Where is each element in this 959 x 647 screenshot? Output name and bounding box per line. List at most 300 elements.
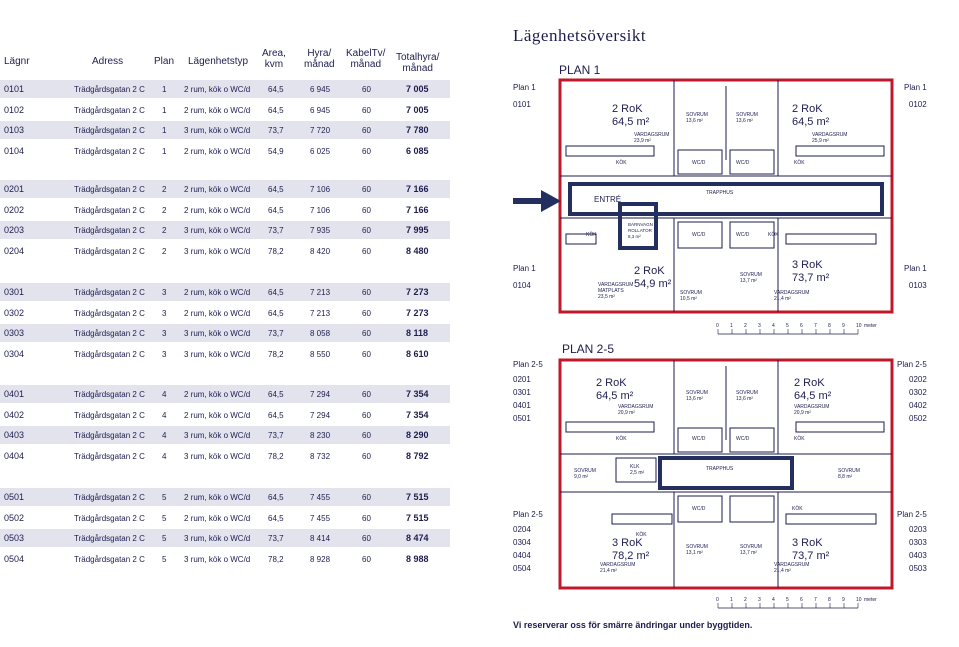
rent-table (0, 0, 450, 647)
disclaimer-footer: Vi reserverar oss för smärre ändringar under byggtiden. (513, 620, 753, 630)
table-header (0, 44, 450, 76)
plan25-wc3: WC/D (692, 506, 706, 512)
table-cell: 7 720 (310, 126, 331, 135)
header-adress: Adress (92, 56, 124, 67)
table-cell: 0504 (4, 553, 25, 564)
table-cell: Trädgårdsgatan 2 C (74, 493, 145, 502)
plan1-floorplan (556, 76, 896, 316)
table-cell: 60 (362, 246, 371, 256)
table-cell: 3 (162, 329, 167, 338)
table-cell: 60 (362, 451, 371, 461)
table-cell: 2 rum, kök o WC/d (184, 85, 251, 94)
table-cell: 8 928 (310, 554, 331, 564)
table-row (0, 180, 450, 198)
table-cell: 2 (162, 246, 167, 256)
scale-tick-label: 5 (786, 323, 789, 329)
header-area: Area, kvm (262, 48, 286, 70)
table-cell: 3 rum, kök o WC/d (184, 534, 251, 543)
table-cell: 2 rum, kök o WC/d (184, 493, 251, 502)
plan25-a-v-area: 20,9 m² (618, 410, 635, 416)
table-cell: 0203 (4, 225, 25, 235)
table-cell: 7 515 (406, 492, 429, 502)
plan1-top-right: Plan 1 0102 (904, 83, 927, 109)
table-cell: 8 290 (406, 430, 429, 440)
table-cell: 64,5 (268, 288, 284, 297)
plan1-b-vardagsrum: VARDAGSRUM (812, 132, 848, 138)
table-cell: Trädgårdsgatan 2 C (74, 513, 145, 523)
table-cell: 7 995 (406, 225, 429, 235)
table-cell: 64,5 (268, 513, 284, 523)
table-cell: Trädgårdsgatan 2 C (74, 390, 145, 399)
table-cell: 3 rum, kök o WC/d (184, 226, 251, 235)
scale-tick-label: 9 (842, 323, 845, 329)
scale-tick-label: 7 (814, 323, 817, 329)
table-cell: 64,5 (268, 205, 284, 215)
table-cell: 78,2 (268, 246, 284, 256)
table-cell: 64,5 (268, 185, 284, 194)
plan1-entre: ENTRÉ (594, 195, 622, 204)
table-cell: 60 (362, 85, 371, 94)
table-cell: 8 732 (310, 451, 331, 461)
table-row (0, 221, 450, 239)
table-cell: 78,2 (268, 349, 284, 359)
table-cell: 8 480 (406, 245, 429, 256)
table-cell: 7 106 (310, 185, 331, 194)
plan25-top-left: Plan 2-5 0201 0301 0401 0501 (513, 360, 543, 423)
plan25-d-kok: KÖK (792, 506, 803, 512)
table-cell: 7 166 (406, 184, 429, 194)
table-cell: 64,5 (268, 308, 284, 318)
plan25-c-vardagsrum: VARDAGSRUM (600, 562, 636, 568)
scale-tick-label: 0 (716, 597, 719, 603)
table-cell: 7 294 (310, 410, 331, 420)
table-cell: 0402 (4, 409, 25, 420)
entrance-arrow-icon (513, 188, 563, 214)
table-cell: Trädgårdsgatan 2 C (74, 246, 145, 256)
table-cell: 5 (162, 493, 167, 502)
scale-tick-label: 1 (730, 323, 733, 329)
scale-unit: meter (864, 597, 877, 603)
plan1-scale-bar (710, 320, 890, 336)
plan1-b-area: 64,5 m² (792, 116, 830, 128)
plan1-b-kok: KÖK (794, 160, 805, 166)
plan25-s2-area: 13,6 m² (736, 396, 753, 402)
plan25-b-kok: KÖK (794, 436, 805, 442)
plan25-c-sovrum: SOVRUM (686, 544, 708, 550)
plan25-c-type: 3 RoK (612, 537, 643, 549)
plan25-s4-area: 8,8 m² (838, 474, 853, 480)
table-row (0, 345, 450, 363)
table-cell: 0501 (4, 492, 25, 502)
scale-tick-label: 0 (716, 323, 719, 329)
table-cell: 8 058 (310, 329, 331, 338)
table-cell: 4 (162, 390, 167, 399)
table-cell: 3 (162, 308, 167, 318)
table-cell: 7 455 (310, 493, 331, 502)
plan25-trapphus: TRAPPHUS (706, 466, 734, 472)
plan25-s1: SOVRUM (686, 390, 708, 396)
table-row (0, 101, 450, 119)
table-cell: 8 610 (406, 348, 429, 359)
plan1-s1-area: 13,6 m² (686, 118, 703, 124)
plan25-bottom-left: Plan 2-5 0204 0304 0404 0504 (513, 510, 543, 573)
plan1-d-area: 73,7 m² (792, 272, 830, 284)
table-row (0, 283, 450, 301)
table-cell: Trädgårdsgatan 2 C (74, 126, 145, 135)
plan1-d-sovrum: SOVRUM (740, 272, 762, 278)
plan25-c-s-area: 13,1 m² (686, 550, 703, 556)
scale-tick-label: 10 (856, 323, 862, 329)
scale-tick-label: 2 (744, 323, 747, 329)
table-row (0, 426, 450, 444)
plan25-stairwell-wall (660, 458, 792, 488)
table-cell: 1 (162, 146, 167, 156)
table-cell: 2 rum, kök o WC/d (184, 205, 251, 215)
table-cell: 0104 (4, 145, 25, 156)
table-cell: 4 (162, 410, 167, 420)
plan1-c-v-area: 23,5 m² (598, 294, 615, 300)
plan1-wc3: WC/D (692, 232, 706, 238)
table-cell: 73,7 (268, 431, 284, 440)
table-cell: 64,5 (268, 105, 284, 115)
table-cell: 60 (362, 126, 371, 135)
table-cell: 60 (362, 288, 371, 297)
table-cell: 7 213 (310, 308, 331, 318)
table-cell: 60 (362, 226, 371, 235)
header-total: Totalhyra/ månad (396, 52, 440, 74)
scale-tick-label: 3 (758, 597, 761, 603)
plan1-d-kok: KÖK (768, 232, 779, 238)
scale-tick-label: 4 (772, 323, 775, 329)
plan1-s2: SOVRUM (736, 112, 758, 118)
table-cell: 3 rum, kök o WC/d (184, 431, 251, 440)
table-row (0, 142, 450, 160)
table-cell: 7 294 (310, 390, 331, 399)
plan25-d-sovrum: SOVRUM (740, 544, 762, 550)
table-cell: 64,5 (268, 493, 284, 502)
plan1-s2-area: 13,6 m² (736, 118, 753, 124)
scale-tick-label: 4 (772, 597, 775, 603)
table-cell: Trädgårdsgatan 2 C (74, 349, 145, 359)
plan1-s1: SOVRUM (686, 112, 708, 118)
plan25-s4: SOVRUM (838, 468, 860, 474)
table-cell: 60 (362, 554, 371, 564)
plan1-d-vardagsrum: VARDAGSRUM (774, 290, 810, 296)
table-cell: 7 354 (406, 389, 429, 399)
table-cell: 7 780 (406, 125, 429, 135)
table-cell: Trädgårdsgatan 2 C (74, 554, 145, 564)
plan25-klk-area: 2,5 m² (630, 470, 645, 476)
plan1-trapphus: TRAPPHUS (706, 190, 734, 196)
table-cell: 0304 (4, 348, 25, 359)
table-cell: 8 414 (310, 534, 331, 543)
table-cell: 60 (362, 105, 371, 115)
plan25-klk: KLK (630, 464, 640, 470)
table-cell: 5 (162, 534, 167, 543)
plan25-b-v-area: 20,9 m² (794, 410, 811, 416)
table-cell: 3 (162, 349, 167, 359)
table-cell: 4 (162, 431, 167, 440)
table-cell: 0101 (4, 84, 25, 94)
plan25-a-type: 2 RoK (596, 377, 627, 389)
table-cell: 0204 (4, 245, 25, 256)
scale-tick-label: 1 (730, 597, 733, 603)
table-cell: 2 (162, 226, 167, 235)
table-cell: Trädgårdsgatan 2 C (74, 105, 145, 115)
table-cell: 2 rum, kök o WC/d (184, 308, 251, 318)
table-row (0, 406, 450, 424)
table-row (0, 80, 450, 98)
plan1-d-type: 3 RoK (792, 259, 823, 271)
plan25-d-type: 3 RoK (792, 537, 823, 549)
table-cell: 2 rum, kök o WC/d (184, 146, 251, 156)
plan25-s1-area: 13,6 m² (686, 396, 703, 402)
table-cell: 60 (362, 205, 371, 215)
table-cell: 2 rum, kök o WC/d (184, 288, 251, 297)
table-cell: 7 273 (406, 307, 429, 318)
table-cell: 8 550 (310, 349, 331, 359)
table-cell: 8 118 (406, 328, 429, 338)
table-cell: 0103 (4, 125, 25, 135)
plan25-c-kok: KÖK (636, 532, 647, 538)
table-row (0, 550, 450, 568)
table-cell: 1 (162, 126, 167, 135)
table-cell: 3 (162, 288, 167, 297)
plan1-top-left: Plan 1 0101 (513, 83, 536, 109)
scale-tick-label: 2 (744, 597, 747, 603)
plan1-a-area: 64,5 m² (612, 116, 650, 128)
table-cell: 1 (162, 85, 167, 94)
header-plan: Plan (154, 56, 175, 67)
plan25-scale-bar (710, 594, 890, 610)
plan1-bottom-left: Plan 1 0104 (513, 264, 536, 290)
table-cell: 60 (362, 431, 371, 440)
plan1-wc1: WC/D (692, 160, 706, 166)
table-cell: 78,2 (268, 451, 284, 461)
table-cell: 3 rum, kök o WC/d (184, 329, 251, 338)
table-cell: 3 rum, kök o WC/d (184, 349, 251, 359)
table-cell: 3 rum, kök o WC/d (184, 126, 251, 135)
table-cell: 7 515 (406, 512, 429, 523)
table-cell: 60 (362, 390, 371, 399)
table-cell: 5 (162, 513, 167, 523)
table-row (0, 324, 450, 342)
table-cell: 73,7 (268, 329, 284, 338)
table-cell: 0403 (4, 430, 25, 440)
table-cell: Trädgårdsgatan 2 C (74, 431, 145, 440)
scale-tick-label: 8 (828, 597, 831, 603)
table-cell: 2 rum, kök o WC/d (184, 513, 251, 523)
table-cell: 0202 (4, 204, 25, 215)
page-title: Lägenhetsöversikt (513, 26, 647, 45)
table-cell: 60 (362, 534, 371, 543)
table-cell: 2 rum, kök o WC/d (184, 410, 251, 420)
table-cell: 0502 (4, 512, 25, 523)
table-row (0, 509, 450, 527)
table-cell: 7 106 (310, 205, 331, 215)
table-cell: 6 945 (310, 85, 331, 94)
plan1-a-kok: KÖK (616, 160, 627, 166)
table-row (0, 201, 450, 219)
table-cell: 3 rum, kök o WC/d (184, 451, 251, 461)
table-cell: 78,2 (268, 554, 284, 564)
plan1-c-kok: KÖK (586, 232, 597, 238)
table-cell: Trädgårdsgatan 2 C (74, 308, 145, 318)
plan1-barnvagn: BARNVAGN (628, 222, 653, 227)
table-cell: 0102 (4, 104, 25, 115)
table-cell: 60 (362, 493, 371, 502)
table-cell: 4 (162, 451, 167, 461)
table-cell: 60 (362, 349, 371, 359)
table-cell: 7 166 (406, 204, 429, 215)
scale-tick-label: 8 (828, 323, 831, 329)
table-row (0, 488, 450, 506)
plan1-a-v-area: 23,9 m² (634, 138, 651, 144)
header-lagnr: Lägnr (4, 56, 30, 67)
plan25-a-vardagsrum: VARDAGSRUM (618, 404, 654, 410)
table-cell: 0503 (4, 533, 25, 543)
table-cell: 73,7 (268, 126, 284, 135)
table-cell: 7 005 (406, 104, 429, 115)
plan25-d-v-area: 21,4 m² (774, 568, 791, 574)
table-cell: 7 455 (310, 513, 331, 523)
plan1-c-area: 54,9 m² (634, 278, 672, 290)
table-cell: 60 (362, 513, 371, 523)
table-cell: 2 rum, kök o WC/d (184, 105, 251, 115)
table-cell: 7 354 (406, 409, 429, 420)
table-cell: Trädgårdsgatan 2 C (74, 185, 145, 194)
table-cell: 60 (362, 308, 371, 318)
table-cell: 64,5 (268, 85, 284, 94)
table-cell: 60 (362, 146, 371, 156)
header-typ: Lägenhetstyp (188, 56, 249, 67)
header-hyra: Hyra/ månad (304, 48, 335, 70)
table-cell: 6 945 (310, 105, 331, 115)
table-cell: 64,5 (268, 390, 284, 399)
table-cell: 5 (162, 554, 167, 564)
scale-tick-label: 6 (800, 597, 803, 603)
table-cell: 73,7 (268, 226, 284, 235)
table-cell: 8 988 (406, 553, 429, 564)
plan1-c-type: 2 RoK (634, 265, 665, 277)
plan25-top-right: Plan 2-5 0202 0302 0402 0502 (897, 360, 927, 423)
plan25-wc1: WC/D (692, 436, 706, 442)
plan25-b-vardagsrum: VARDAGSRUM (794, 404, 830, 410)
table-cell: Trädgårdsgatan 2 C (74, 534, 145, 543)
table-cell: 7 005 (406, 84, 429, 94)
table-cell: Trädgårdsgatan 2 C (74, 410, 145, 420)
scale-tick-label: 7 (814, 597, 817, 603)
table-cell: 2 (162, 205, 167, 215)
plan25-s3: SOVRUM (574, 468, 596, 474)
plan25-b-type: 2 RoK (794, 377, 825, 389)
table-cell: 8 474 (406, 533, 429, 543)
table-cell: 0302 (4, 307, 25, 318)
table-cell: 0404 (4, 450, 25, 461)
plan1-a-type: 2 RoK (612, 103, 643, 115)
scale-unit: meter (864, 323, 877, 329)
plan25-floorplan (556, 356, 896, 592)
table-cell: 8 792 (406, 450, 429, 461)
plan1-bottom-right: Plan 1 0103 (904, 264, 927, 290)
table-row (0, 529, 450, 547)
table-cell: Trädgårdsgatan 2 C (74, 288, 145, 297)
table-cell: 2 (162, 185, 167, 194)
table-cell: Trädgårdsgatan 2 C (74, 329, 145, 338)
table-row (0, 447, 450, 465)
header-kabel: KabelTv/ månad (346, 48, 386, 70)
plan25-a-kok: KÖK (616, 436, 627, 442)
table-cell: 60 (362, 329, 371, 338)
plan25-bottom-right: Plan 2-5 0203 0303 0403 0503 (897, 510, 927, 573)
table-cell: 3 rum, kök o WC/d (184, 554, 251, 564)
plan1-c-matplats: MATPLATS (598, 288, 624, 294)
table-cell: Trädgårdsgatan 2 C (74, 205, 145, 215)
plan1-d-s-area: 13,7 m² (740, 278, 757, 284)
plan25-c-v-area: 21,4 m² (600, 568, 617, 574)
plan1-rollator: ROLLATOR (628, 228, 652, 233)
table-cell: 73,7 (268, 534, 284, 543)
table-cell: 7 213 (310, 288, 331, 297)
table-row (0, 121, 450, 139)
plan25-wc2: WC/D (736, 436, 750, 442)
table-cell: 0201 (4, 184, 25, 194)
plan1-c-sovrum: SOVRUM (680, 290, 702, 296)
table-cell: Trädgårdsgatan 2 C (74, 451, 145, 461)
plan1-d-v-area: 21,4 m² (774, 296, 791, 302)
plan1-bv-area: 8,3 m² (628, 234, 641, 239)
table-cell: 6 025 (310, 146, 331, 156)
table-cell: 1 (162, 105, 167, 115)
table-cell: Trädgårdsgatan 2 C (74, 85, 145, 94)
table-row (0, 304, 450, 322)
plan1-wc2: WC/D (736, 160, 750, 166)
table-cell: 8 230 (310, 431, 331, 440)
table-row (0, 242, 450, 260)
plan1-a-vardagsrum: VARDAGSRUM (634, 132, 670, 138)
table-cell: 0401 (4, 389, 25, 399)
plan25-a-area: 64,5 m² (596, 390, 634, 402)
table-cell: 60 (362, 185, 371, 194)
plan25-d-area: 73,7 m² (792, 550, 830, 562)
plan25-d-vardagsrum: VARDAGSRUM (774, 562, 810, 568)
table-row (0, 385, 450, 403)
scale-tick-label: 10 (856, 597, 862, 603)
scale-tick-label: 3 (758, 323, 761, 329)
table-cell: 6 085 (406, 145, 429, 156)
scale-tick-label: 5 (786, 597, 789, 603)
plan25-d-s-area: 13,7 m² (740, 550, 757, 556)
table-cell: Trädgårdsgatan 2 C (74, 146, 145, 156)
table-cell: 7 273 (406, 287, 429, 297)
table-cell: 64,5 (268, 410, 284, 420)
plan1-c-s-area: 10,5 m² (680, 296, 697, 302)
scale-tick-label: 6 (800, 323, 803, 329)
plan25-s3-area: 9,0 m² (574, 474, 589, 480)
table-cell: Trädgårdsgatan 2 C (74, 226, 145, 235)
plan25-heading: PLAN 2-5 (562, 342, 615, 356)
table-cell: 8 420 (310, 246, 331, 256)
table-cell: 7 935 (310, 226, 331, 235)
table-cell: 2 rum, kök o WC/d (184, 185, 251, 194)
plan1-b-type: 2 RoK (792, 103, 823, 115)
scale-tick-label: 9 (842, 597, 845, 603)
plan25-b-area: 64,5 m² (794, 390, 832, 402)
plan1-b-v-area: 25,9 m² (812, 138, 829, 144)
table-cell: 0303 (4, 328, 25, 338)
table-cell: 60 (362, 410, 371, 420)
table-cell: 2 rum, kök o WC/d (184, 390, 251, 399)
